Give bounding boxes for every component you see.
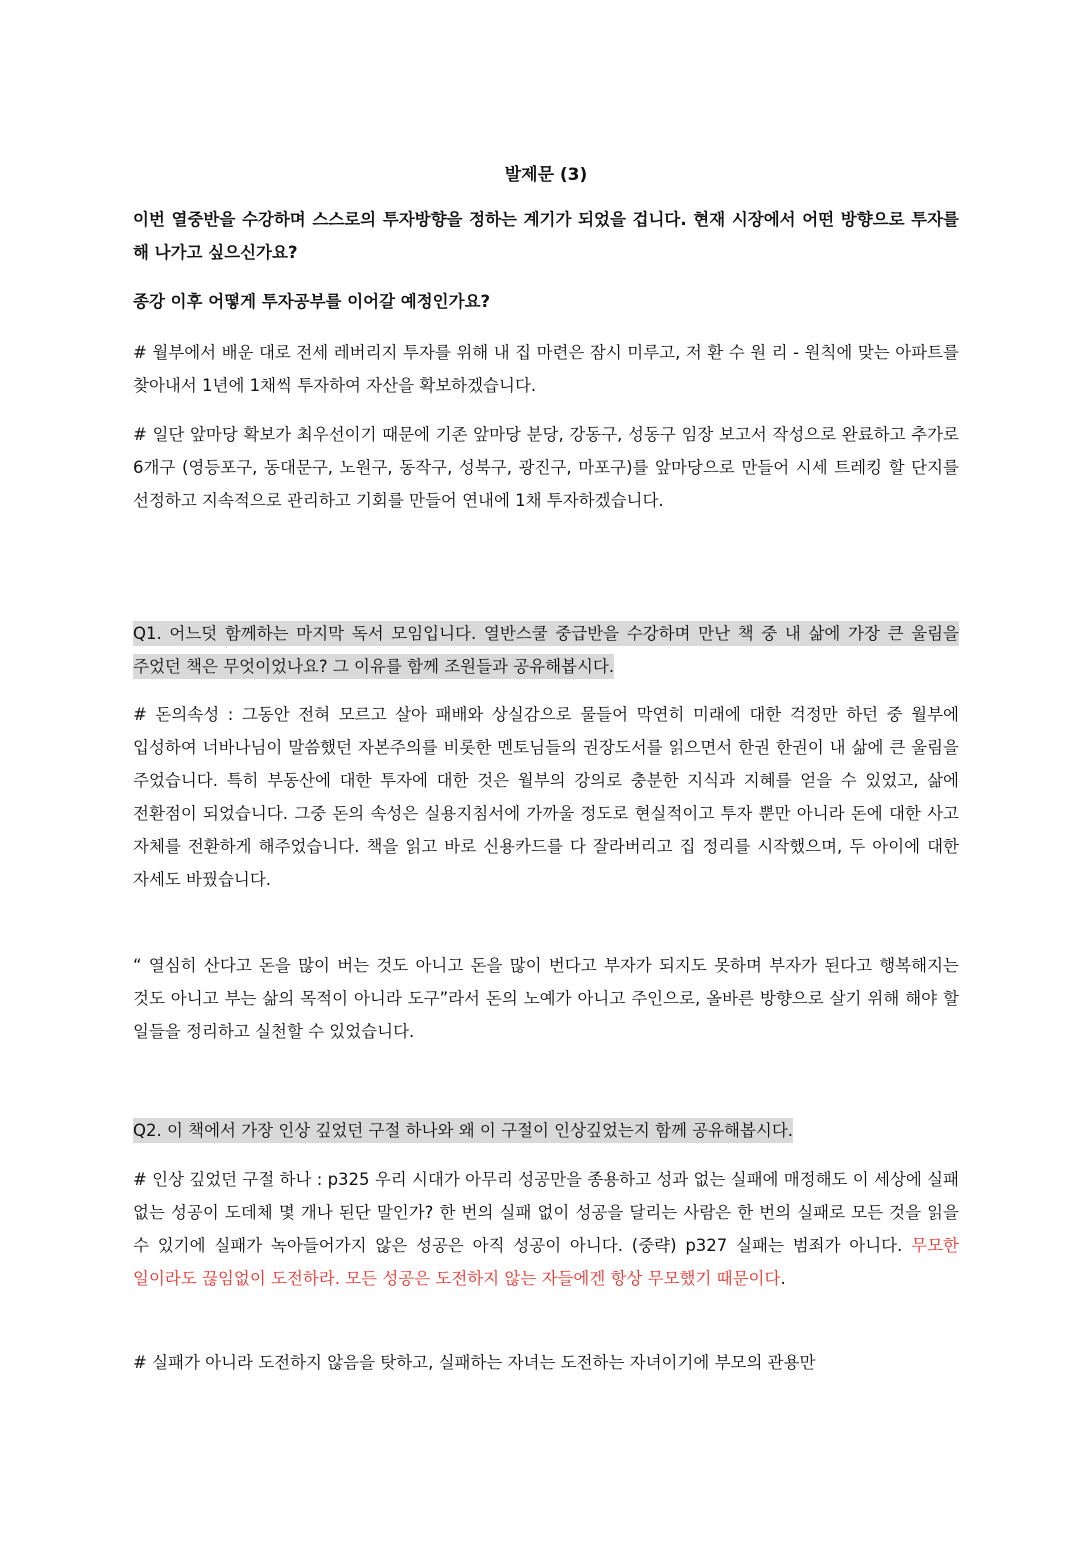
- q2-answer-paragraph-2: # 실패가 아니라 도전하지 않음을 탓하고, 실패하는 자녀는 도전하는 자녀이기에 부모의 관용만: [133, 1353, 816, 1372]
- question-q2: [133, 1114, 959, 1147]
- q1-answer-quote: “ 열심히 산다고 돈을 많이 버는 것도 아니고 돈을 많이 번다고 부자가 되지도 못하며 부자가 된다고 행복해지는 것도 아니고 부는 삶의 목적이 아니라 도구”라서 돈의 노예가 아니고 주인으로, 올바른 방향으로 살기 위해 해야 할 일들을 정리하고 실천할 수 있었습니다.: [133, 956, 959, 1041]
- q1-answer-paragraph-1: # 돈의속성 : 그동안 전혀 모르고 살아 패배와 상실감으로 물들어 막연히 미래에 대한 걱정만 하던 중 월부에 입성하여 너바나님이 말씀했던 자본주의를 비롯한 멘토님들의 권장도서를 읽으면서 한권 한권이 내 삶에 큰 울림을 주었습니다. 특히 부동산에 대한 투자에 대한 것은 월부의 강의로 충분한 지식과 지혜를 얻을 수 있었고, 삶에 전환점이 되었습니다. 그중 돈의 속성은 실용지침서에 가까울 정도로 현실적이고 투자 뿐만 아니라 돈에 대한 사고 자체를 전환하게 해주었습니다. 책을 읽고 바로 신용카드를 다 잘라버리고 집 정리를 시작했으며, 두 아이에 대한 자세도 바꿨습니다.: [133, 705, 959, 889]
- prompt-question-1: 이번 열중반을 수강하며 스스로의 투자방향을 정하는 계기가 되었을 겁니다. 현재 시장에서 어떤 방향으로 투자를 해 나가고 싶으신가요?: [133, 210, 959, 262]
- q2-answer-text: # 인상 깊었던 구절 하나 : p325 우리 시대가 아무리 성공만을 종용하고 성과 없는 실패에 매정해도 이 세상에 실패 없는 성공이 도데체 몇 개나 된단 말인가? 한 번의 실패 없이 성공을 달리는 사람은 한 번의 실패로 모든 것을 읽을 수 있기에 실패가 녹아들어가지 않은 성공은 아직 성공이 아니다. (중략) p327 실패는 범죄가 아니다.: [133, 1170, 959, 1255]
- q2-answer-paragraph-1: [133, 1163, 959, 1295]
- question-q1-text: Q1. 어느덧 함께하는 마지막 독서 모임입니다. 열반스쿨 중급반을 수강하며 만난 책 중 내 삶에 가장 큰 울림을 주었던 책은 무엇이었나요? 그 이유를 함께 조원들과 공유해봅시다.: [133, 621, 959, 679]
- question-q2-text: Q2. 이 책에서 가장 인상 깊었던 구절 하나와 왜 이 구절이 인상깊었는지 함께 공유해봅시다.: [133, 1118, 793, 1143]
- answer-paragraph-1: # 월부에서 배운 대로 전세 레버리지 투자를 위해 내 집 마련은 잠시 미루고, 저 환 수 원 리 - 원칙에 맞는 아파트를 찾아내서 1년에 1채씩 투자하여 자산을 확보하겠습니다.: [133, 343, 959, 395]
- answer-paragraph-2: # 일단 앞마당 확보가 최우선이기 때문에 기존 앞마당 분당, 강동구, 성동구 임장 보고서 작성으로 완료하고 추가로 6개구 (영등포구, 동대문구, 노원구, 동작구, 성북구, 광진구, 마포구)를 앞마당으로 만들어 시세 트레킹 할 단지를 선정하고 지속적으로 관리하고 기회를 만들어 연내에 1채 투자하겠습니다.: [133, 425, 959, 510]
- question-q1: [133, 617, 959, 683]
- prompt-question-2: 종강 이후 어떻게 투자공부를 이어갈 예정인가요?: [133, 292, 491, 311]
- page-title: 발제문 (3): [504, 165, 588, 185]
- q2-answer-period: .: [780, 1269, 786, 1288]
- q2-answer-emphasis: 무모한 일이라도 끊임없이 도전하라. 모든 성공은 도전하지 않는 자들에겐 항상 무모했기 때문이다: [133, 1236, 959, 1288]
